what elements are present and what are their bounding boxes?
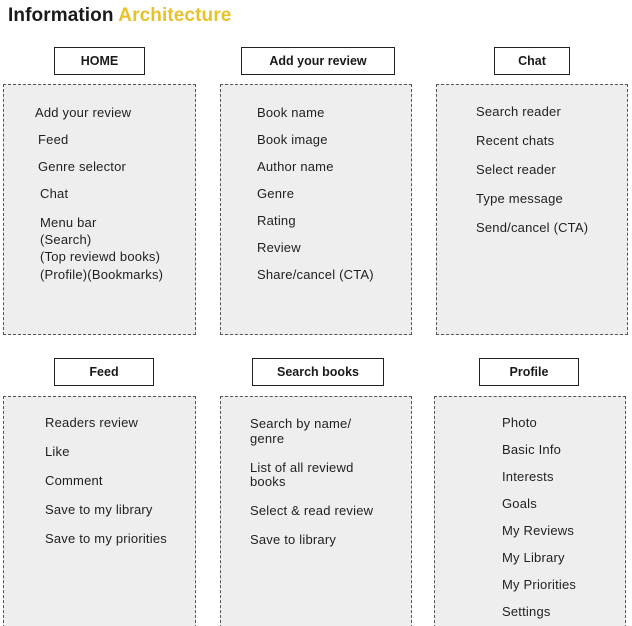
- section-label-search-books: Search books: [252, 358, 384, 386]
- section-label-feed: Feed: [54, 358, 154, 386]
- section-panel-home: [3, 84, 196, 335]
- feed-item: Like: [45, 444, 70, 459]
- search-books-item: Save to library: [250, 532, 337, 547]
- section-panel-add-review: [220, 84, 412, 335]
- search-books-item: Search by name/: [250, 416, 352, 431]
- search-books-item: List of all reviewd: [250, 460, 354, 475]
- home-item: (Search): [40, 232, 92, 247]
- feed-item: Readers review: [45, 415, 139, 430]
- section-label-add-review: Add your review: [241, 47, 395, 75]
- section-label-home: HOME: [54, 47, 145, 75]
- profile-item: Photo: [502, 415, 537, 430]
- section-panel-chat: [436, 84, 628, 335]
- section-panel-search-books: [220, 396, 412, 626]
- profile-item: Basic Info: [502, 442, 562, 457]
- search-books-item: genre: [250, 431, 285, 446]
- home-item: Add your review: [35, 105, 132, 120]
- chat-item: Select reader: [476, 162, 556, 177]
- add-review-item: Share/cancel (CTA): [257, 267, 374, 282]
- chat-item: Search reader: [476, 104, 561, 119]
- feed-item: Comment: [45, 473, 103, 488]
- add-review-item: Rating: [257, 213, 296, 228]
- profile-item: Goals: [502, 496, 537, 511]
- chat-item: Send/cancel (CTA): [476, 220, 589, 235]
- home-item: (Top reviewd books): [40, 249, 161, 264]
- profile-item: My Priorities: [502, 577, 577, 592]
- chat-item: Recent chats: [476, 133, 555, 148]
- home-item: Chat: [40, 186, 69, 201]
- chat-item: Type message: [476, 191, 563, 206]
- add-review-item: Book name: [257, 105, 325, 120]
- profile-item: Settings: [502, 604, 551, 619]
- search-books-item: Select & read review: [250, 503, 374, 518]
- search-books-item: books: [250, 474, 286, 489]
- home-item: (Profile)(Bookmarks): [40, 267, 164, 282]
- profile-item: My Reviews: [502, 523, 575, 538]
- page-title: [8, 5, 231, 27]
- title-accent: Architecture: [118, 5, 232, 26]
- add-review-item: Author name: [257, 159, 334, 174]
- feed-item: Save to my priorities: [45, 531, 167, 546]
- add-review-item: Review: [257, 240, 301, 255]
- home-item: Genre selector: [38, 159, 127, 174]
- section-label-profile: Profile: [479, 358, 579, 386]
- add-review-item: Book image: [257, 132, 328, 147]
- section-panel-feed: [3, 396, 196, 626]
- feed-item: Save to my library: [45, 502, 153, 517]
- profile-item: My Library: [502, 550, 565, 565]
- home-item: Feed: [38, 132, 69, 147]
- profile-item: Interests: [502, 469, 554, 484]
- section-label-chat: Chat: [494, 47, 570, 75]
- add-review-item: Genre: [257, 186, 295, 201]
- home-item: Menu bar: [40, 215, 97, 230]
- section-panel-profile: [434, 396, 626, 626]
- title-main: Information: [8, 5, 119, 26]
